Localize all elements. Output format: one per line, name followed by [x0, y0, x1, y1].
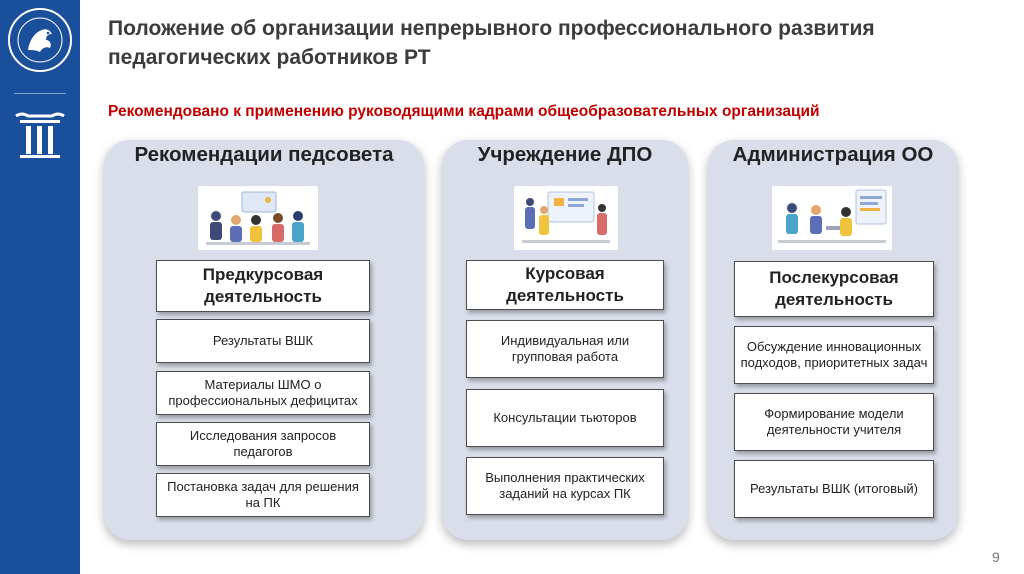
panel-dpo	[442, 140, 688, 540]
list-item: Индивидуальная или групповая работа	[466, 320, 664, 378]
stage-box: Послекурсовая деятельность	[734, 261, 934, 317]
university-seal-icon	[6, 6, 74, 74]
page-subtitle: Рекомендовано к применению руководящими кадрами общеобразовательных организаций	[108, 103, 820, 120]
panel-title: Рекомендации педсовета	[134, 143, 394, 166]
meeting-illustration-icon	[198, 186, 318, 250]
stage-box: Курсовая деятельность	[466, 260, 664, 310]
list-item: Постановка задач для решения на ПК	[156, 473, 370, 517]
panel-administration	[708, 140, 958, 540]
list-item: Результаты ВШК (итоговый)	[734, 460, 934, 518]
list-item: Исследования запросов педагогов	[156, 422, 370, 466]
sidebar	[0, 0, 80, 574]
office-discussion-illustration-icon	[772, 186, 892, 250]
page-number: 9	[992, 549, 1000, 565]
panel-title: Администрация ОО	[732, 143, 934, 166]
stage-box: Предкурсовая деятельность	[156, 260, 370, 312]
panel-pedsovet	[104, 140, 424, 540]
page-title: Положение об организации непрерывного профессионального развития педагогических работников РТ	[108, 17, 875, 69]
list-item: Обсуждение инновационных подходов, приоритетных задач	[734, 326, 934, 384]
list-item: Выполнения практических заданий на курсах ПК	[466, 457, 664, 515]
list-item: Формирование модели деятельности учителя	[734, 393, 934, 451]
list-item: Результаты ВШК	[156, 319, 370, 363]
list-item: Консультации тьюторов	[466, 389, 664, 447]
logo-divider	[14, 93, 66, 94]
institute-column-logo-icon	[12, 110, 68, 160]
panel-title: Учреждение ДПО	[477, 143, 653, 166]
presentation-illustration-icon	[514, 186, 618, 250]
list-item: Материалы ШМО о профессиональных дефицитах	[156, 371, 370, 415]
